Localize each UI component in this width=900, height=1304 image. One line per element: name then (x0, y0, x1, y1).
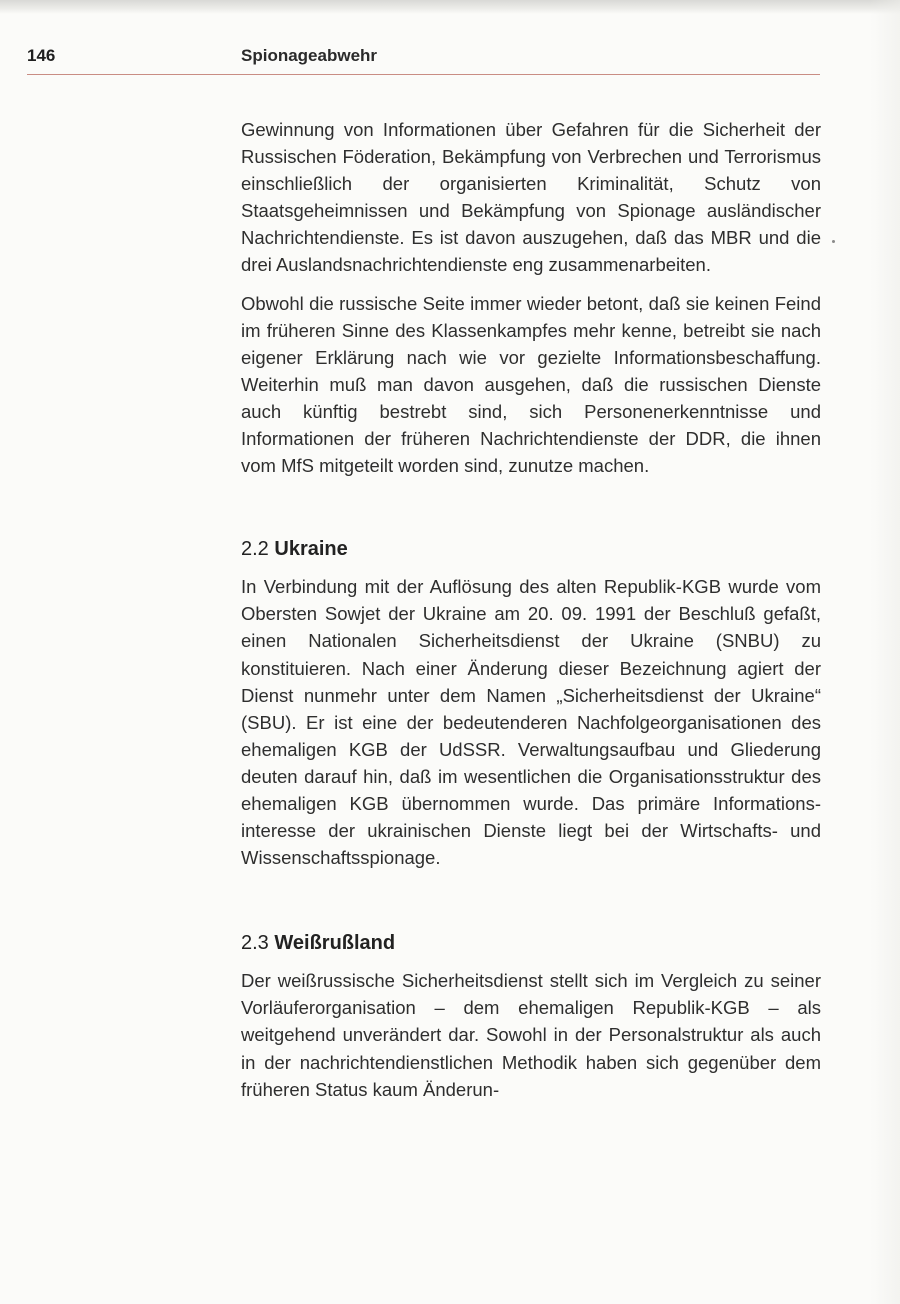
running-head (0, 44, 900, 84)
header-rule (27, 74, 820, 75)
running-head-title: Spionageabwehr (241, 46, 378, 65)
paragraph-russia-2: Obwohl die russische Seite immer wieder betont, daß sie keinen Feind im früheren Sinne des Klassenkampfes mehr kenne, betreibt sie nach eigener Erklärung nach wie vor gezielte Informationsbeschaffung. Weiterhin muß man davon ausgehen, daß die russischen Dienste auch künftig bestrebt sind, sich Personenerkenntnisse und Informationen der früheren Nachrichtendienste der DDR, die ihnen vom MfS mitgeteilt worden sind, zunutze machen. (241, 292, 821, 477)
section-title: Ukraine (274, 538, 348, 561)
page-edge-shadow (870, 0, 900, 1304)
section-heading-ukraine (241, 535, 821, 563)
section-number: 2.3 (241, 932, 269, 955)
paragraph-russia-1: Gewinnung von Informationen über Gefahren für die Sicherheit der Russischen Föderation, Bekämpfung von Verbrechen und Terrorismus einschließlich der organisierten Kriminalität, Schutz von Staatsgeheimnissen und Bekämpfung von Spionage ausländischer Nachrichtendienste. Es ist davon auszugehen, daß das MBR und die drei Auslandsnachrichtendienste eng zusammenarbeiten. (241, 119, 821, 276)
paragraph-weissrussland: Der weißrussische Sicherheitsdienst stellt sich im Vergleich zu seiner Vorläuferorganisation – dem ehemaligen Republik-KGB – als weitgehend unverändert dar. Sowohl in der Personalstruktur als auch in der nachrichtendienstlichen Methodik haben sich gegenüber dem früheren Status kaum Änderun- (241, 970, 821, 1100)
section-number: 2.2 (241, 538, 269, 561)
section-heading-weissrussland (241, 929, 821, 957)
page-body (241, 116, 821, 1103)
scan-speck (832, 240, 835, 243)
scan-edge-shadow (0, 0, 900, 14)
paragraph-ukraine: In Verbindung mit der Auflösung des alten Republik-KGB wurde vom Obersten Sowjet der Ukraine am 20. 09. 1991 der Beschluß gefaßt, einen Nationalen Sicherheitsdienst der Ukraine (SNBU) zu konstituieren. Nach einer Änderung dieser Bezeichnung agiert der Dienst nunmehr unter dem Namen „Sicherheitsdienst der Ukraine“ (SBU). Er ist eine der bedeutenderen Nachfolgeorganisationen des ehemaligen KGB der UdSSR. Verwaltungsaufbau und Gliederung deuten darauf hin, daß im wesentlichen die Organisationsstruktur des ehemaligen KGB übernommen wurde. Das primäre Informationsinteresse der ukrainischen Dienste liegt bei der Wirtschafts- und Wissenschaftsspionage. (241, 576, 821, 869)
page-number: 146 (27, 46, 56, 65)
section-title: Weißrußland (274, 932, 396, 955)
